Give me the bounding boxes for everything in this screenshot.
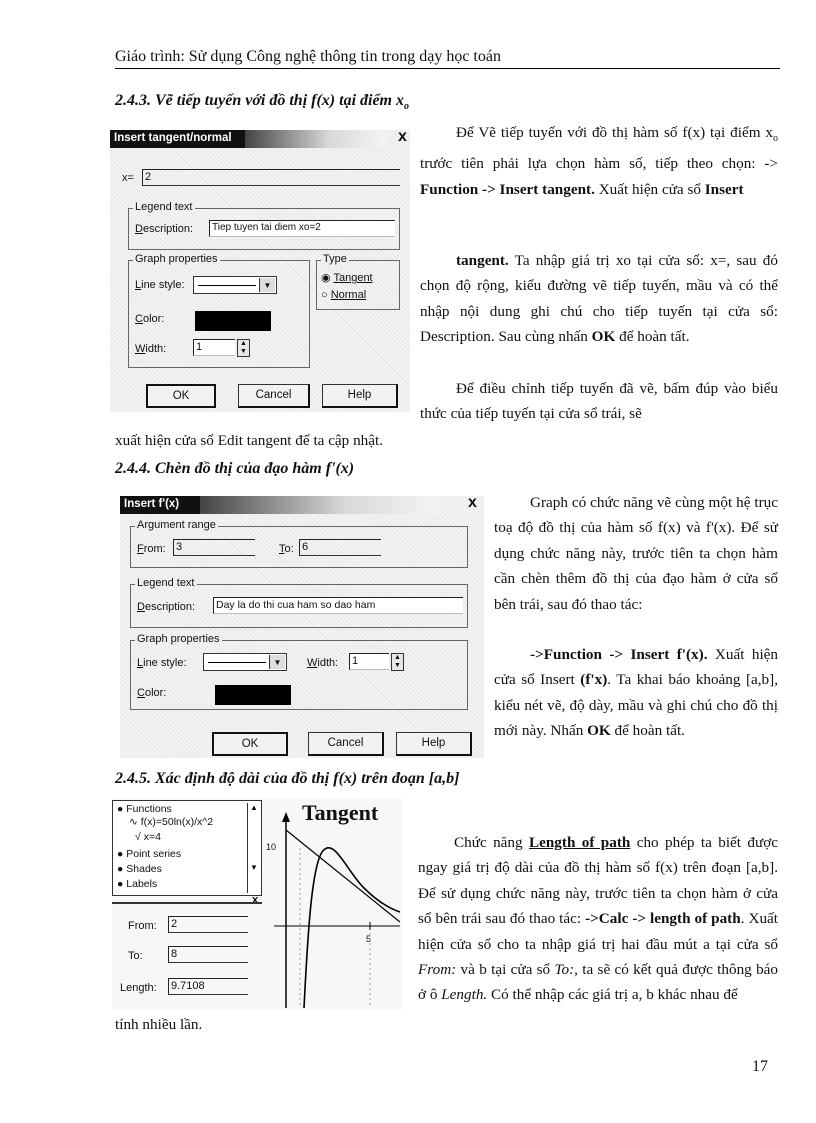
to-input[interactable]: 6 [299,539,381,556]
tree-shades[interactable]: ● Shades [117,863,162,875]
to-label: To: [279,543,294,555]
color-swatch[interactable] [195,311,271,331]
function-graph [264,808,400,1008]
s243-paragraph-1: Để Vẽ tiếp tuyến với đồ thị hàm số f(x) tại điểm $x_o$ trước tiên phải lựa chọn hàm số, tiếp theo chọn: -> Function -> Insert tangent. Xuất hiện cửa sổ Insert [420,124,778,198]
tree-labels[interactable]: ● Labels [117,878,158,890]
cancel-button[interactable]: Cancel [308,732,384,756]
dialog-title: Insert f'(x) [120,496,200,514]
description-input[interactable]: Tiep tuyen tai diem xo=2 [209,220,395,237]
page-header: Giáo trình: Sử dụng Công nghệ thông tin trong dạy học toán [115,48,780,69]
color-label: Color: [137,687,167,699]
insert-tangent-dialog [110,130,410,412]
to-input[interactable]: 8 [168,946,248,963]
s244-paragraph-1: Graph có chức năng vẽ cùng một hệ trục toạ độ đồ thị của hàm số f(x) và f'(x). Để sử dụng chức năng này, trước tiên ta chọn hàm cần chèn thêm đồ thị của đạo hàm ở cửa sổ bên trái, sau đó thao tác: [494,494,778,613]
s244-paragraph-2: ->Function -> Insert f'(x). Xuất hiện cửa sổ Insert (f'x). Ta khai báo khoảng [a,b], kiểu nét vẽ, độ dày, mầu và ghi chú cho đồ thị mới này. Nhấn OK để hoàn tất. [494,646,779,740]
line-style-label: Line style: [135,279,185,291]
chevron-down-icon[interactable]: ▼ [269,655,285,669]
graph-properties-group [130,633,468,710]
to-label: To: [128,950,143,962]
argument-group-label: Argument range [137,519,216,531]
graph-title: Tangent [302,800,379,825]
curve-icon: ∿ [129,816,138,828]
tree-function-1[interactable]: ∿ f(x)=50ln(x)/x^2 [129,816,214,828]
graph-group-label: Graph properties [137,633,220,645]
type-group [316,253,400,310]
close-icon[interactable]: x [398,128,407,145]
line-style-select[interactable] [193,276,277,294]
tree-scrollbar[interactable]: ▲ ▼ [247,803,260,893]
s243-paragraph-3-end: xuất hiện cửa sổ Edit tangent để ta cập nhật. [115,432,384,449]
width-stepper[interactable]: ▲ ▼ [237,339,250,357]
tree-functions[interactable]: ● Functions [117,803,172,815]
tree-point-series[interactable]: ● Point series [117,848,182,860]
length-label: Length: [120,982,157,994]
width-input[interactable]: 1 [349,653,389,670]
function-tree [112,800,262,896]
s245-paragraph-1: Chức năng Length of path cho phép ta biết được ngay giá trị độ dài của đồ thị hàm số f(x) trên đoạn [a,b]. Để sử dụng chức năng này, trước tiên ta chọn hàm ở cửa sổ bên trái sau đó thao tác: ->Calc -> length of path. Xuất hiện cửa sổ cho ta nhập giá trị hai đầu mút a tại cửa sổ From: và b tại cửa sổ To:, ta sẽ có kết quả được thông báo ở ô Length. Có thể nhập các giá trị a, b khác nhau để [418,834,779,1004]
section-title-2-4-5: 2.4.5. Xác định độ dài của đồ thị f(x) trên đoạn [a,b] [115,770,460,787]
title-fade [200,496,440,514]
length-output: 9.7108 [168,978,248,995]
from-input[interactable]: 2 [168,916,248,933]
page-number: 17 [752,1058,768,1075]
type-group-label: Type [323,253,347,265]
help-button[interactable]: Help [322,384,398,408]
section-title-2-4-3: 2.4.3. Vẽ tiếp tuyến với đồ thị f(x) tại điểm $x_o$ [115,92,409,113]
legend-text-group [130,577,468,628]
section-title-2-4-4: 2.4.4. Chèn đồ thị của đạo hàm f'(x) [115,460,355,477]
radio-normal[interactable]: ○ Normal [321,289,367,301]
legend-group-label: Legend text [137,577,195,589]
width-stepper[interactable]: ▲ ▼ [391,653,404,671]
from-label: From: [137,543,166,555]
legend-group-label: Legend text [135,201,193,213]
x-label: x= [122,172,134,184]
y-axis-arrow [282,812,290,822]
s245-paragraph-2: tính nhiều lần. [115,1016,203,1033]
tangent-icon: √ [135,831,141,843]
length-of-path-screenshot [112,798,402,1010]
graph-group-label: Graph properties [135,253,218,265]
function-curve [304,848,400,1008]
width-input[interactable]: 1 [193,339,235,356]
close-icon[interactable]: x [252,894,259,906]
color-label: Color: [135,313,165,325]
line-style-label: Line style: [137,657,187,669]
divider [112,902,262,904]
graph-properties-group [128,253,310,368]
title-fade [245,130,385,148]
help-button[interactable]: Help [396,732,472,756]
legend-text-group [128,201,400,250]
width-label: Width: [135,343,167,355]
argument-range-group [130,519,468,568]
description-label: Description: [135,223,194,235]
insert-derivative-dialog [120,496,484,758]
description-label: Description: [137,601,196,613]
tangent-line [286,830,400,922]
axis-label-5: 5 [366,934,372,944]
color-swatch[interactable] [215,685,291,705]
x-input[interactable]: 2 [142,169,400,186]
from-label: From: [128,920,157,932]
line-style-select[interactable] [203,653,287,671]
dialog-title: Insert tangent/normal [110,130,245,148]
ok-button[interactable]: OK [212,732,288,756]
tree-function-2[interactable]: √ x=4 [135,831,161,843]
from-input[interactable]: 3 [173,539,255,556]
cancel-button[interactable]: Cancel [238,384,310,408]
width-label: Width: [307,657,339,669]
description-input[interactable]: Day la do thi cua ham so dao ham [213,597,463,614]
radio-tangent[interactable]: ◉ Tangent [321,272,373,284]
close-icon[interactable]: x [468,494,477,511]
ok-button[interactable]: OK [146,384,216,408]
axis-label-10: 10 [266,842,277,852]
chevron-down-icon[interactable]: ▼ [259,278,275,292]
s243-paragraph-3: Để điều chỉnh tiếp tuyến đã vẽ, bấm đúp vào biểu thức của tiếp tuyến tại cửa sổ trái, sẽ [420,380,778,423]
s243-paragraph-2: tangent. Ta nhập giá trị xo tại cửa sổ: x=, sau đó chọn độ rộng, kiểu đường vẽ tiếp tuyến, mầu và có thể nhập nội dung ghi chú cho tiếp tuyến tại cửa sổ: Description. Sau cùng nhấn OK để hoàn tất. [420,252,778,346]
